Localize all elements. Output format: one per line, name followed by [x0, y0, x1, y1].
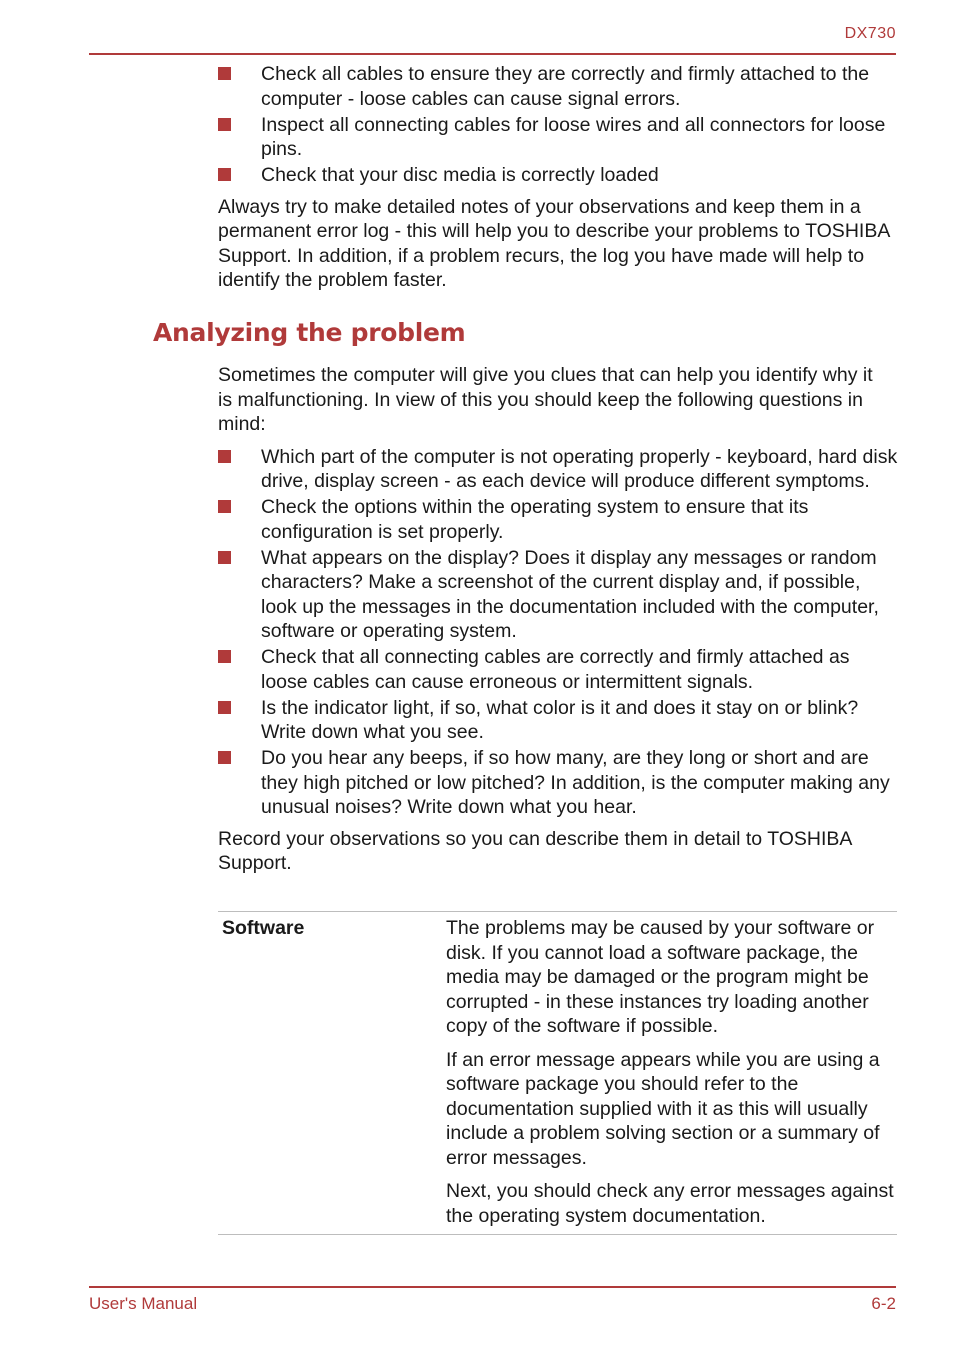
bullet-list-top: [218, 62, 898, 188]
bullet-square-icon: [218, 650, 231, 663]
table-paragraph: The problems may be caused by your software or disk. If you cannot load a software package, the media may be damaged or the program might be corrupted - in these instances try loading another copy of the software if possible.: [446, 917, 875, 1037]
table-label: Software: [222, 917, 305, 939]
section-heading: Analyzing the problem: [153, 318, 466, 347]
header-model: DX730: [844, 25, 896, 42]
bullet-square-icon: [218, 168, 231, 181]
footer-rule: [89, 1286, 896, 1288]
list-item: Check that your disc media is correctly loaded: [218, 163, 898, 188]
table-paragraph: Next, you should check any error messages against the operating system documentation.: [446, 1180, 894, 1227]
bullet-square-icon: [218, 551, 231, 564]
paragraph-error-log: Always try to make detailed notes of your observations and keep them in a permanent error log - this will help you to describe your problems to TOSHIBA Support. In addition, if a problem recurs, the log you have made will help to identify the problem faster.: [218, 195, 890, 291]
bullet-square-icon: [218, 751, 231, 764]
bullet-square-icon: [218, 118, 231, 131]
footer-manual-title: User's Manual: [89, 1294, 198, 1313]
header-rule: [89, 53, 896, 55]
list-item: Check all cables to ensure they are correctly and firmly attached to the computer - loose cables can cause signal errors.: [218, 62, 898, 111]
list-item: Check the options within the operating system to ensure that its configuration is set properly.: [218, 495, 898, 544]
list-item: Inspect all connecting cables for loose wires and all connectors for loose pins.: [218, 113, 898, 162]
section-intro: Sometimes the computer will give you clues that can help you identify why it is malfunctioning. In view of this you should keep the following questions in mind:: [218, 364, 873, 435]
list-item: Which part of the computer is not operating properly - keyboard, hard disk drive, display screen - as each device will produce different symptoms.: [218, 445, 898, 494]
list-item: Check that all connecting cables are correctly and firmly attached as loose cables can cause erroneous or intermittent signals.: [218, 645, 898, 694]
software-table: [218, 911, 897, 1235]
section-body: [218, 363, 898, 876]
list-item: What appears on the display? Does it display any messages or random characters? Make a screenshot of the current display and, if possible, look up the messages in the documentation included with the computer, software or operating system.: [218, 546, 898, 644]
bullet-square-icon: [218, 67, 231, 80]
list-item: Is the indicator light, if so, what color is it and does it stay on or blink? Write down what you see.: [218, 696, 898, 745]
footer-page-number: 6-2: [871, 1294, 896, 1313]
table-description: [446, 912, 896, 1234]
list-item: Do you hear any beeps, if so how many, are they long or short and are they high pitched or low pitched? In addition, is the computer making any unusual noises? Write down what you hear.: [218, 746, 898, 820]
bullet-square-icon: [218, 500, 231, 513]
bullet-list-questions: [218, 445, 898, 820]
bullet-square-icon: [218, 450, 231, 463]
table-paragraph: If an error message appears while you are using a software package you should refer to the documentation supplied with it as this will usually include a problem solving section or a summary of error messages.: [446, 1048, 880, 1169]
bullet-square-icon: [218, 701, 231, 714]
section-outro: Record your observations so you can describe them in detail to TOSHIBA Support.: [218, 827, 852, 874]
list-top-container: [218, 62, 898, 293]
